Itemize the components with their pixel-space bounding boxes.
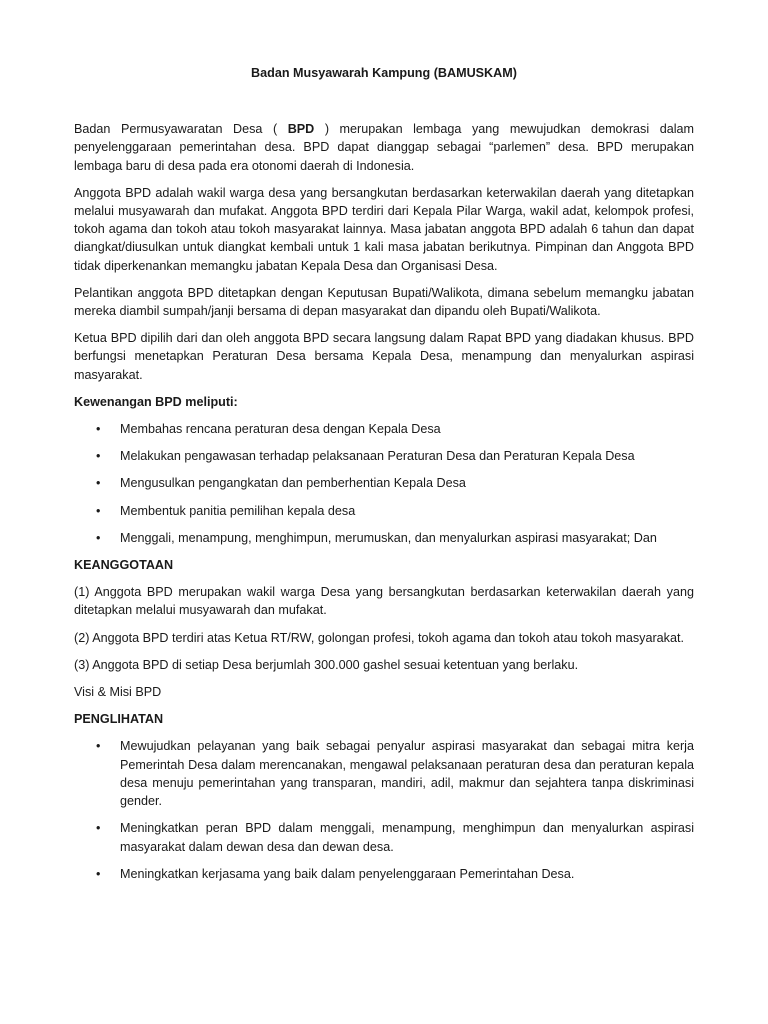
keanggotaan-paragraph-3: (3) Anggota BPD di setiap Desa berjumlah 300.000 gashel sesuai ketentuan yang berlaku.: [74, 657, 579, 672]
penglihatan-heading: PENGLIHATAN: [74, 712, 164, 727]
list-item-text: Membentuk panitia pemilihan kepala desa: [120, 503, 356, 518]
penglihatan-list: [74, 737, 694, 882]
list-item-text: Membahas rencana peraturan desa dengan Kepala Desa: [120, 422, 441, 437]
bullet-icon: •: [96, 449, 101, 464]
list-item: [74, 819, 694, 855]
bullet-icon: •: [96, 422, 101, 437]
kewenangan-list: [74, 420, 694, 547]
bullet-icon: •: [96, 530, 101, 545]
list-item: [74, 737, 694, 810]
intro-paragraph-3: Pelantikan anggota BPD ditetapkan dengan Keputusan Bupati/Walikota, dimana sebelum memangku jabatan mereka diambil sumpah/janji bersama di depan masyarakat dan dipandu oleh Bupati/Walikota.: [74, 285, 694, 319]
intro-text-before: Badan Permusyawaratan Desa (: [74, 122, 288, 137]
list-item: [74, 529, 694, 547]
bullet-icon: •: [96, 503, 101, 518]
list-item: [74, 420, 694, 438]
bullet-icon: •: [96, 476, 101, 491]
bpd-bold-text: BPD: [287, 122, 315, 137]
intro-paragraph-1: [74, 120, 694, 175]
list-item-text: Mewujudkan pelayanan yang baik sebagai penyalur aspirasi masyarakat dan sebagai mitra kerja Pemerintah Desa dalam merencanakan, mengawal pelaksanaan peraturan desa dan peraturan kepala desa menuju pemerintahan yang transparan, mandiri, adil, makmur dan sejahtera tanpa diskriminasi gender.: [120, 739, 694, 809]
intro-paragraph-2: Anggota BPD adalah wakil warga desa yang bersangkutan berdasarkan keterwakilan daerah yang ditetapkan melalui musyawarah dan mufakat. Anggota BPD terdiri dari Kepala Pilar Warga, wakil adat, kelompok profesi, tokoh agama dan tokoh atau tokoh masyarakat lainnya. Masa jabatan anggota BPD adalah 6 tahun dan dapat diangkat/diusulkan untuk diangkat kembali untuk 1 kali masa jabatan berikutnya. Pimpinan dan Anggota BPD tidak diperkenankan memangku jabatan Kepala Desa dan Organisasi Desa.: [74, 185, 694, 273]
list-item-text: Melakukan pengawasan terhadap pelaksanaan Peraturan Desa dan Peraturan Kepala Desa: [120, 449, 635, 464]
list-item: [74, 865, 694, 883]
list-item: [74, 447, 694, 465]
document-title: Badan Musyawarah Kampung (BAMUSKAM): [251, 66, 517, 80]
keanggotaan-paragraph-1: (1) Anggota BPD merupakan wakil warga Desa yang bersangkutan berdasarkan keterwakilan daerah yang ditetapkan melalui musyawarah dan mufakat.: [74, 585, 694, 618]
bullet-icon: •: [96, 866, 101, 881]
list-item: [74, 474, 694, 492]
visi-misi-label: Visi & Misi BPD: [74, 685, 162, 700]
bullet-icon: •: [96, 821, 101, 836]
list-item-text: Menggali, menampung, menghimpun, merumuskan, dan menyalurkan aspirasi masyarakat; Dan: [120, 530, 657, 545]
intro-text-after: ) merupakan lembaga yang mewujudkan demokrasi dalam penyelenggaraan pemerintahan desa. BPD dapat dianggap sebagai “parlemen” desa. BPD merupakan lembaga baru di desa pada era otonomi daerah di Indonesia.: [74, 122, 694, 173]
keanggotaan-paragraph-2: (2) Anggota BPD terdiri atas Ketua RT/RW, golongan profesi, tokoh agama dan tokoh atau tokoh masyarakat.: [74, 630, 684, 645]
kewenangan-heading: Kewenangan BPD meliputi:: [74, 394, 238, 409]
keanggotaan-heading: KEANGGOTAAN: [74, 558, 174, 573]
list-item: [74, 502, 694, 520]
list-item-text: Meningkatkan peran BPD dalam menggali, menampung, menghimpun dan menyalurkan aspirasi masyarakat dalam dewan desa dan dewan desa.: [120, 821, 694, 854]
intro-paragraph-4: Ketua BPD dipilih dari dan oleh anggota BPD secara langsung dalam Rapat BPD yang diadakan khusus. BPD berfungsi menetapkan Peraturan Desa bersama Kepala Desa, menampung dan menyalurkan aspirasi masyarakat.: [74, 331, 694, 382]
list-item-text: Meningkatkan kerjasama yang baik dalam penyelenggaraan Pemerintahan Desa.: [120, 866, 575, 881]
list-item-text: Mengusulkan pengangkatan dan pemberhentian Kepala Desa: [120, 476, 466, 491]
bullet-icon: •: [96, 739, 101, 754]
